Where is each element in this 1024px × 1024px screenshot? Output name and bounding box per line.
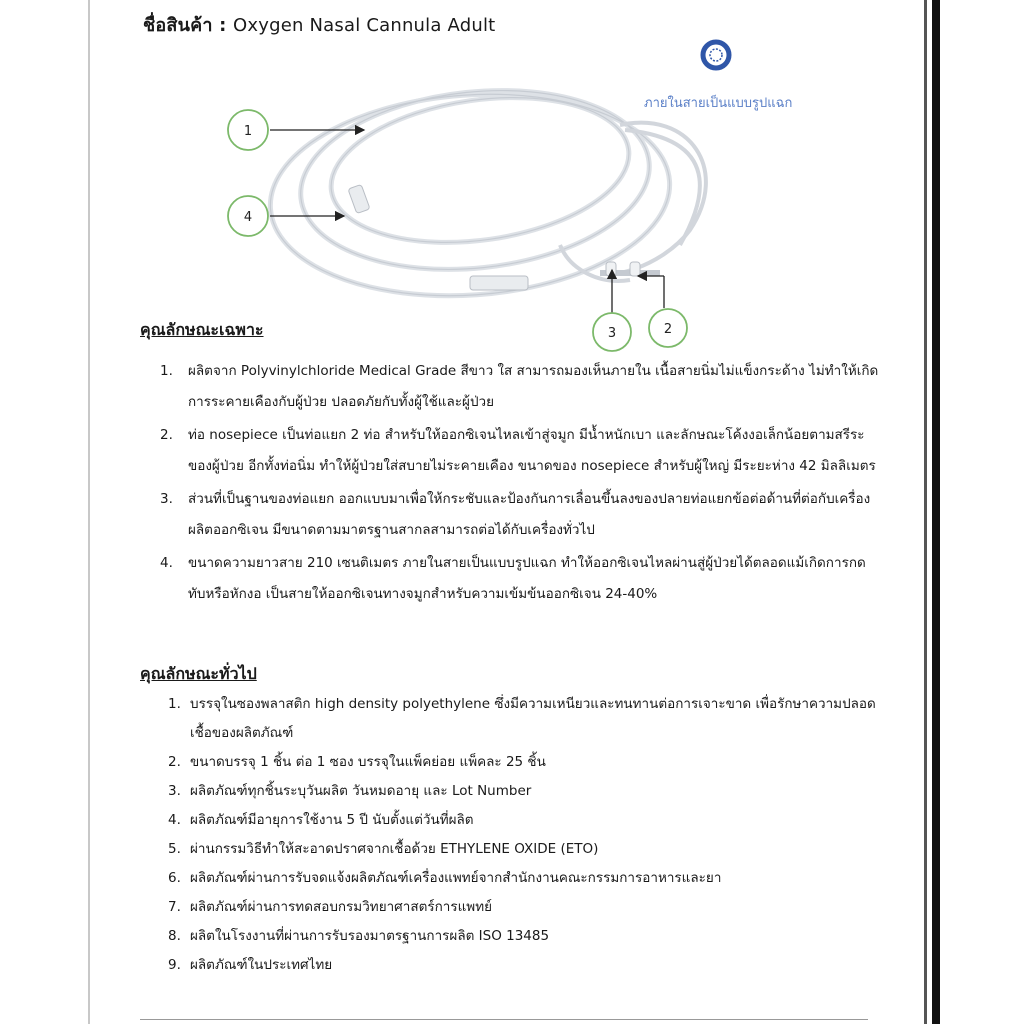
callout-4: [228, 196, 268, 236]
list-number: 4.: [160, 555, 173, 571]
page-edge-right-dark: [932, 0, 940, 1024]
list-number: 7.: [168, 899, 181, 915]
list-number: 2.: [168, 754, 181, 770]
callout-3: [593, 313, 631, 351]
list-text: บรรจุในซองพลาสติก high density polyethylene ซึ่งมีความเหนียวและทนทานต่อการเจาะขาด เพื่อรักษาความปลอดเชื้อของผลิตภัณฑ์: [190, 696, 876, 741]
list-text: ส่วนที่เป็นฐานของท่อแยก ออกแบบมาเพื่อให้กระชับและป้องกันการเลื่อนขึ้นลงของปลายท่อแยกข้อต่อด้านที่ต่อกับเครื่องผลิตออกซิเจน มีขนาดตามมาตรฐานสากลสามารถต่อได้กับเครื่องทั่วไป: [188, 491, 871, 538]
list-number: 3.: [168, 783, 181, 799]
svg-text:1: 1: [243, 124, 253, 139]
list-text: ผลิตภัณฑ์ทุกชิ้นระบุวันผลิต วันหมดอายุ และ Lot Number: [190, 783, 532, 799]
list-text: ผ่านกรรมวิธีทำให้สะอาดปราศจากเชื้อด้วย ETHYLENE OXIDE (ETO): [190, 841, 599, 857]
list-text: ผลิตภัณฑ์ผ่านการทดสอบกรมวิทยาศาสตร์การแพทย์: [190, 899, 493, 915]
list-number: 1.: [168, 696, 181, 712]
list-item: [168, 835, 888, 864]
lumen-caption: ภายในสายเป็นแบบรูปแฉก: [644, 96, 793, 111]
list-item: [168, 922, 888, 951]
footer-divider: [140, 1019, 868, 1020]
title-label: ชื่อสินค้า :: [143, 15, 227, 36]
list-item: [160, 484, 880, 546]
callout-1: [228, 110, 268, 150]
page-edge-left: [88, 0, 90, 1024]
list-item: [168, 951, 888, 980]
page-edge-right: [924, 0, 927, 1024]
list-number: 2.: [160, 427, 173, 443]
general-list: [168, 690, 888, 980]
connector-tip: [470, 276, 528, 290]
list-number: 4.: [168, 812, 181, 828]
general-heading: คุณลักษณะทั่วไป: [140, 664, 257, 683]
list-text: ท่อ nosepiece เป็นท่อแยก 2 ท่อ สำหรับให้ออกซิเจนไหลเข้าสู่จมูก มีน้ำหนักเบา และลักษณะโค้งงอเล็กน้อยตามสรีระของผู้ป่วย อีกทั้งท่อนิ่ม ทำให้ผู้ป่วยใส่สบายไม่ระคายเคือง ขนาดของ nosepiece สำหรับผู้ใหญ่ มีระยะห่าง 42 มิลลิเมตร: [188, 427, 876, 474]
list-item: [168, 864, 888, 893]
list-number: 8.: [168, 928, 181, 944]
specific-heading: คุณลักษณะเฉพาะ: [140, 320, 264, 339]
list-number: 9.: [168, 957, 181, 973]
list-text: ผลิตภัณฑ์มีอายุการใช้งาน 5 ปี นับตั้งแต่วันที่ผลิต: [190, 812, 474, 828]
list-item: [160, 356, 880, 418]
list-item: [160, 420, 880, 482]
list-number: 1.: [160, 363, 173, 379]
callout-2: [649, 309, 687, 347]
cannula-illustration: [130, 30, 910, 360]
list-item: [160, 548, 880, 610]
list-number: 3.: [160, 491, 173, 507]
list-text: ขนาดความยาวสาย 210 เซนติเมตร ภายในสายเป็นแบบรูปแฉก ทำให้ออกซิเจนไหลผ่านสู่ผู้ป่วยได้ตลอดแม้เกิดการกดทับหรือหักงอ เป็นสายให้ออกซิเจนทางจมูกสำหรับความเข้มข้นออกซิเจน 24-40%: [188, 555, 866, 602]
list-item: [168, 893, 888, 922]
list-text: ขนาดบรรจุ 1 ชิ้น ต่อ 1 ซอง บรรจุในแพ็คย่อย แพ็คละ 25 ชิ้น: [190, 754, 546, 770]
list-item: [168, 690, 888, 748]
list-text: ผลิตจาก Polyvinylchloride Medical Grade สีขาว ใส สามารถมองเห็นภายใน เนื้อสายนิ่มไม่แข็งกระด้าง ไม่ทำให้เกิดการระคายเคืองกับผู้ป่วย ปลอดภัยกับทั้งผู้ใช้และผู้ป่วย: [188, 363, 879, 410]
list-item: [168, 806, 888, 835]
list-item: [168, 748, 888, 777]
list-text: ผลิตภัณฑ์ในประเทศไทย: [190, 957, 333, 973]
list-text: ผลิตในโรงงานที่ผ่านการรับรองมาตรฐานการผลิต ISO 13485: [190, 928, 550, 944]
list-item: [168, 777, 888, 806]
title-value: Oxygen Nasal Cannula Adult: [233, 15, 496, 36]
star-lumen-icon: [703, 42, 729, 68]
svg-text:3: 3: [607, 326, 617, 341]
specific-list: [160, 356, 880, 612]
list-number: 5.: [168, 841, 181, 857]
list-number: 6.: [168, 870, 181, 886]
svg-text:4: 4: [243, 210, 253, 225]
svg-text:2: 2: [663, 322, 673, 337]
list-text: ผลิตภัณฑ์ผ่านการรับจดแจ้งผลิตภัณฑ์เครื่องแพทย์จากสำนักงานคณะกรรมการอาหารและยา: [190, 870, 722, 886]
